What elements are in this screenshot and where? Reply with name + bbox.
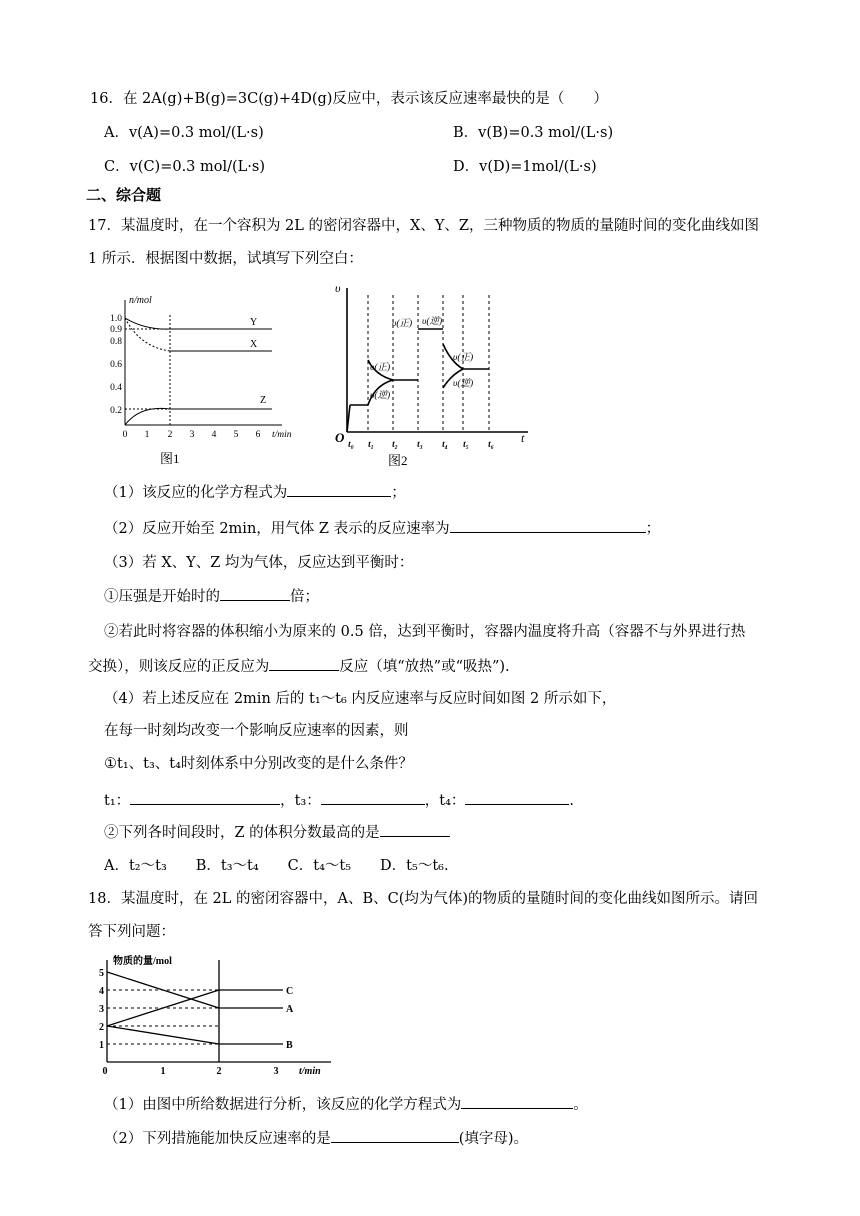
q18-part2-text: （2）下列措施能加快反应速率的是 bbox=[104, 1131, 331, 1147]
q16-option-d: D．v(D)=1mol/(L·s) bbox=[453, 159, 597, 175]
q17-part2 bbox=[104, 518, 660, 539]
fig2-xtick: t₂ bbox=[392, 439, 398, 449]
q17-part2-blank[interactable] bbox=[450, 518, 646, 533]
fig1-ytick: 0.2 bbox=[110, 406, 122, 416]
q17-part1-blank[interactable] bbox=[287, 482, 391, 497]
fig3-xtick: 1 bbox=[160, 1066, 166, 1077]
fig3-xlabel: t/min bbox=[299, 1066, 321, 1077]
fig1-xtick: 2 bbox=[167, 430, 173, 440]
fig2-label-rev3: υ(逆) bbox=[453, 379, 474, 389]
section-title: 二、综合题 bbox=[86, 186, 162, 204]
q17-part4-2 bbox=[104, 822, 450, 843]
t-end: . bbox=[569, 793, 575, 809]
q17-part4-2-options: A．t₂～t₃ B．t₃～t₄ C．t₄～t₅ D．t₅～t₆. bbox=[104, 858, 449, 874]
fig1-ytick: 1.0 bbox=[110, 314, 122, 324]
fig1-ylabel: n/mol bbox=[129, 295, 152, 306]
t4-blank[interactable] bbox=[465, 790, 569, 805]
fig2-xtick: t₀ bbox=[348, 439, 354, 449]
fig1-xtick: 1 bbox=[144, 430, 150, 440]
fig2-label-rev1: υ(逆) bbox=[422, 317, 443, 327]
fig2-xtick: t₄ bbox=[442, 439, 448, 449]
q17-part1 bbox=[104, 482, 406, 503]
q17-part4-1-answers bbox=[104, 790, 574, 811]
q17-part3-1 bbox=[104, 586, 319, 607]
q17-part2-text: （2）反应开始至 2min，用气体 Z 表示的反应速率为 bbox=[104, 521, 450, 537]
q18-stem-line2: 答下列问题： bbox=[88, 924, 175, 940]
q18-part1-text: （1）由图中所给数据进行分析，该反应的化学方程式为 bbox=[104, 1097, 462, 1113]
fig2-label-fwd2: υ(正) bbox=[370, 363, 391, 373]
fig2-label-fwd3: υ(正) bbox=[453, 353, 474, 363]
fig1-xtick: 3 bbox=[189, 430, 195, 440]
q17-part4-line2: 在每一时刻均改变一个影响反应速率的因素，则 bbox=[104, 723, 409, 739]
figure-1 bbox=[100, 285, 300, 470]
q18-stem-line1: 18．某温度时，在 2L 的密闭容器中，A、B、C(均为气体)的物质的量随时间的变化曲线如图所示。请回 bbox=[88, 891, 759, 907]
q17-stem-line2: 1 所示．根据图中数据，试填写下列空白： bbox=[88, 251, 363, 267]
q16-stem: 16．在 2A(g)+B(g)=3C(g)+4D(g)反应中，表示该反应速率最快的是（ ） bbox=[90, 91, 608, 107]
fig1-xtick: 5 bbox=[233, 430, 239, 440]
fig3-ytick: 2 bbox=[99, 1022, 104, 1033]
fig3-xtick: 2 bbox=[216, 1066, 222, 1077]
fig1-curve-z bbox=[125, 408, 272, 425]
fig3-ytick: 3 bbox=[99, 1004, 104, 1015]
q17-part3-1-end: 倍； bbox=[290, 589, 319, 605]
fig1-ytick: 0.6 bbox=[110, 360, 122, 370]
q17-part1-text: （1）该反应的化学方程式为 bbox=[104, 485, 288, 501]
q18-part2-blank[interactable] bbox=[331, 1128, 459, 1143]
fig2-xtick: t₃ bbox=[417, 439, 423, 449]
fig2-label-rev2: υ(逆) bbox=[370, 391, 391, 401]
t3-label: ，t₃： bbox=[280, 793, 321, 809]
fig1-label-x: X bbox=[250, 339, 258, 350]
q17-part1-end: ； bbox=[391, 485, 406, 501]
fig1-ytick: 0.9 bbox=[110, 325, 122, 335]
fig3-origin: 0 bbox=[102, 1066, 108, 1077]
figure-q18 bbox=[93, 952, 338, 1082]
q17-part4-2-text: ②下列各时间段时，Z 的体积分数最高的是 bbox=[104, 825, 380, 841]
fig3-label-b: B bbox=[286, 1040, 293, 1051]
fig3-ytick: 5 bbox=[99, 968, 104, 979]
fig2-label-fwd1: υ(正) bbox=[392, 319, 413, 329]
t4-label: ，t₄： bbox=[424, 793, 466, 809]
fig2-xtick: t₅ bbox=[463, 439, 469, 449]
fig2-caption: 图2 bbox=[388, 453, 408, 468]
q18-part1-blank[interactable] bbox=[461, 1094, 573, 1109]
q17-part4-1: ①t₁、t₃、t₄时刻体系中分别改变的是什么条件？ bbox=[104, 756, 413, 772]
fig1-label-y: Y bbox=[250, 317, 258, 328]
fig3-label-a: A bbox=[286, 1004, 294, 1015]
figure-2 bbox=[333, 280, 533, 470]
t1-label: t₁： bbox=[104, 793, 131, 809]
fig3-xtick: 3 bbox=[273, 1066, 279, 1077]
fig1-xlabel: t/min bbox=[272, 430, 292, 440]
fig1-xtick-origin: 0 bbox=[122, 430, 128, 440]
t1-blank[interactable] bbox=[130, 790, 280, 805]
q17-part3-2-end: 反应（填“放热”或“吸热”). bbox=[339, 659, 510, 675]
q17-part3-2-blank[interactable] bbox=[269, 656, 339, 671]
q17-part3-1-blank[interactable] bbox=[220, 586, 290, 601]
fig2-xtick: t₁ bbox=[368, 439, 374, 449]
q17-part2-end: ； bbox=[645, 521, 661, 537]
fig3-ylabel: 物质的量/mol bbox=[113, 956, 172, 967]
fig1-label-z: Z bbox=[260, 395, 267, 406]
q18-part2 bbox=[104, 1128, 528, 1149]
fig3-ytick: 1 bbox=[99, 1040, 104, 1051]
t3-blank[interactable] bbox=[321, 790, 425, 805]
fig2-ylabel: υ bbox=[335, 281, 341, 295]
q18-part1 bbox=[104, 1094, 588, 1115]
q16-option-a: A．v(A)=0.3 mol/(L·s) bbox=[104, 125, 264, 141]
q17-part4-line1: （4）若上述反应在 2min 后的 t₁～t₆ 内反应速率与反应时间如图 2 所示如下， bbox=[104, 691, 617, 707]
fig3-line-b bbox=[107, 1026, 219, 1044]
q17-part3-2-text: 交换），则该反应的正反应为 bbox=[88, 659, 270, 675]
fig2-origin: O bbox=[335, 430, 345, 445]
q16-option-b: B．v(B)=0.3 mol/(L·s) bbox=[453, 125, 614, 141]
q17-part3-2-line2 bbox=[88, 656, 510, 677]
fig2-xtick: t₆ bbox=[488, 439, 494, 449]
q17-part3: （3）若 X、Y、Z 均为气体，反应达到平衡时： bbox=[104, 555, 414, 571]
fig1-xtick: 6 bbox=[255, 430, 261, 440]
q16-option-c: C．v(C)=0.3 mol/(L·s) bbox=[104, 159, 266, 175]
q18-part2-end: (填字母)。 bbox=[458, 1131, 529, 1147]
q17-part3-2-line1: ②若此时将容器的体积缩小为原来的 0.5 倍，达到平衡时，容器内温度将升高（容器不与外界进行热 bbox=[104, 624, 746, 640]
fig1-xtick: 4 bbox=[211, 430, 217, 440]
q18-part1-end: 。 bbox=[573, 1097, 588, 1113]
fig3-label-c: C bbox=[286, 986, 294, 997]
fig3-ytick: 4 bbox=[99, 986, 104, 997]
fig1-ytick: 0.4 bbox=[110, 383, 122, 393]
fig1-caption: 图1 bbox=[160, 451, 180, 466]
q17-part3-1-text: ①压强是开始时的 bbox=[104, 589, 220, 605]
q17-part4-2-blank[interactable] bbox=[380, 822, 450, 837]
q17-stem-line1: 17．某温度时，在一个容积为 2L 的密闭容器中，X、Y、Z，三种物质的物质的量随时间的变化曲线如图 bbox=[88, 218, 759, 234]
fig1-ytick: 0.8 bbox=[110, 337, 122, 347]
fig2-xaxis-label: t bbox=[521, 431, 525, 445]
